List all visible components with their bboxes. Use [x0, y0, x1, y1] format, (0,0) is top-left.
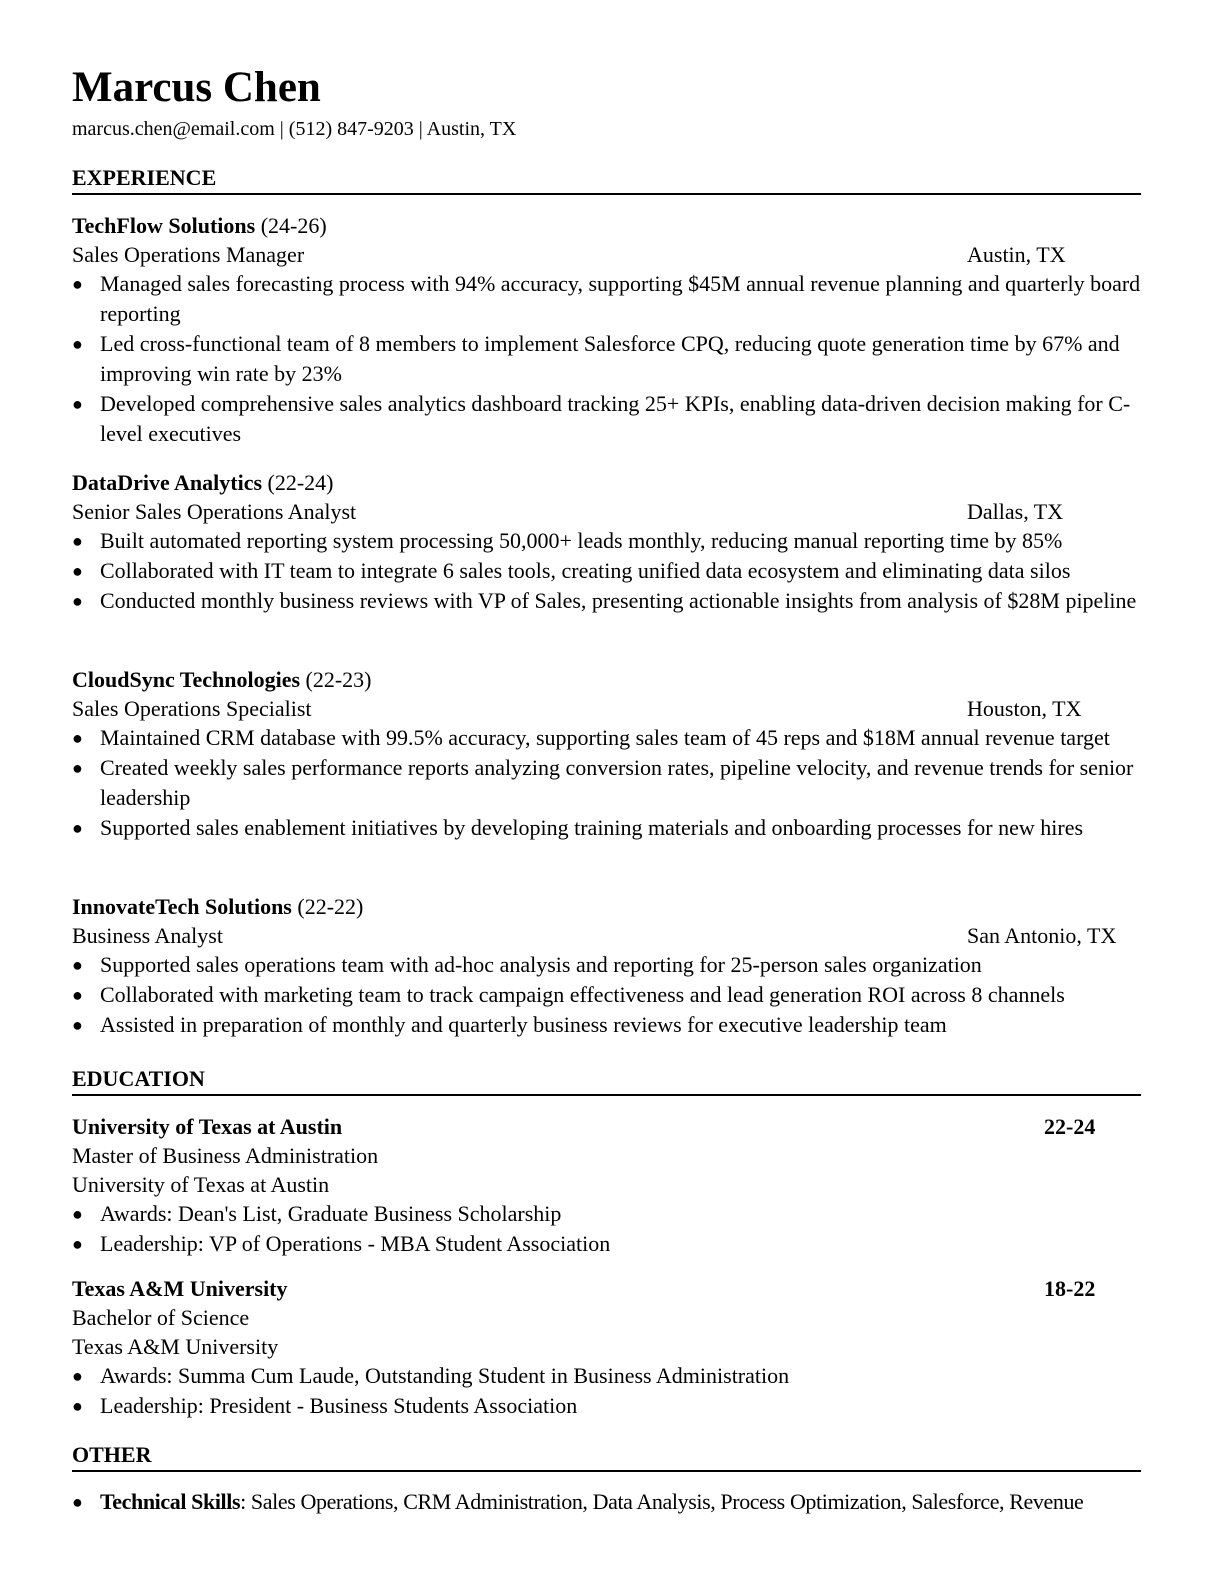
job-bullets — [72, 723, 1141, 843]
company-name: InnovateTech Solutions — [72, 894, 292, 919]
company-name: TechFlow Solutions — [72, 213, 256, 238]
list-item: ● Collaborated with IT team to integrate 6 sales tools, creating unified data ecosystem and eliminating data silos — [72, 556, 1141, 586]
job-header — [72, 211, 1141, 240]
bullet-icon: ● — [72, 1204, 83, 1224]
job-location: San Antonio, TX — [967, 923, 1117, 948]
list-item: ● Conducted monthly business reviews with VP of Sales, presenting actionable insights from analysis of $28M pipeline — [72, 586, 1141, 616]
job-title: Senior Sales Operations Analyst — [72, 499, 357, 524]
school-header — [72, 1274, 1141, 1303]
list-item: ● Supported sales operations team with ad-hoc analysis and reporting for 25-person sales organization — [72, 950, 1141, 980]
list-item: ● Assisted in preparation of monthly and quarterly business reviews for executive leadership team — [72, 1010, 1141, 1040]
job-title: Sales Operations Specialist — [72, 696, 312, 721]
job-dates: (24-26) — [260, 213, 327, 238]
bullet-icon: ● — [72, 818, 83, 838]
list-item: ● Leadership: VP of Operations - MBA Student Association — [72, 1229, 1141, 1259]
education-dates: 18-22 — [1044, 1276, 1096, 1301]
other-bullets — [72, 1487, 1141, 1517]
institution: Texas A&M University — [72, 1334, 279, 1359]
other-heading: OTHER — [72, 1441, 1141, 1472]
education-dates: 22-24 — [1044, 1114, 1096, 1139]
job-location: Houston, TX — [967, 696, 1082, 721]
school-header — [72, 1112, 1141, 1141]
job-bullets — [72, 950, 1141, 1040]
bullet-icon: ● — [72, 334, 83, 354]
bullet-icon: ● — [72, 561, 83, 581]
education-entry — [72, 1274, 1141, 1421]
bullet-icon: ● — [72, 531, 83, 551]
job-entry — [72, 665, 1141, 843]
job-title: Business Analyst — [72, 923, 223, 948]
list-item: ● Managed sales forecasting process with 94% accuracy, supporting $45M annual revenue planning and quarterly board reporting — [72, 271, 1141, 326]
job-bullets — [72, 526, 1141, 616]
bullet-icon: ● — [72, 985, 83, 1005]
job-title: Sales Operations Manager — [72, 242, 305, 267]
degree: Bachelor of Science — [72, 1305, 250, 1330]
job-bullets — [72, 269, 1141, 449]
experience-heading: EXPERIENCE — [72, 164, 1141, 195]
education-bullets — [72, 1361, 1141, 1421]
list-item: ● Collaborated with marketing team to track campaign effectiveness and lead generation ROI across 8 channels — [72, 980, 1141, 1010]
job-entry — [72, 211, 1141, 449]
company-name: CloudSync Technologies — [72, 667, 301, 692]
job-dates: (22-22) — [297, 894, 364, 919]
bullet-icon: ● — [72, 1396, 83, 1416]
list-item: ● Built automated reporting system processing 50,000+ leads monthly, reducing manual reporting time by 85% — [72, 526, 1141, 556]
other-entry — [72, 1487, 1141, 1517]
bullet-icon: ● — [72, 1366, 83, 1386]
bullet-icon: ● — [72, 955, 83, 975]
bullet-icon: ● — [72, 728, 83, 748]
contact-line: marcus.chen@email.com | (512) 847-9203 | Austin, TX — [72, 118, 517, 140]
list-item: ● Supported sales enablement initiatives by developing training materials and onboarding processes for new hires — [72, 813, 1141, 843]
job-header — [72, 665, 1141, 694]
job-dates: (22-24) — [267, 470, 334, 495]
institution: University of Texas at Austin — [72, 1172, 330, 1197]
degree: Master of Business Administration — [72, 1143, 379, 1168]
job-title-row — [72, 694, 1141, 723]
bullet-icon: ● — [72, 591, 83, 611]
education-bullets — [72, 1199, 1141, 1259]
bullet-icon: ● — [72, 1234, 83, 1254]
job-dates: (22-23) — [305, 667, 372, 692]
bullet-icon: ● — [72, 1015, 83, 1035]
job-entry — [72, 892, 1141, 1040]
job-title-row — [72, 497, 1141, 526]
list-item: ● Maintained CRM database with 99.5% accuracy, supporting sales team of 45 reps and $18M annual revenue target — [72, 723, 1141, 753]
job-header — [72, 892, 1141, 921]
list-item: ● Created weekly sales performance reports analyzing conversion rates, pipeline velocity, and revenue trends for senior leadership — [72, 755, 1134, 810]
list-item: ● Awards: Dean's List, Graduate Business Scholarship — [72, 1199, 1141, 1229]
skills-item — [72, 1487, 1141, 1517]
job-entry — [72, 468, 1141, 616]
company-name: DataDrive Analytics — [72, 470, 263, 495]
bullet-icon: ● — [72, 758, 83, 778]
list-item: ● Awards: Summa Cum Laude, Outstanding Student in Business Administration — [72, 1361, 1141, 1391]
job-header — [72, 468, 1141, 497]
school-name: Texas A&M University — [72, 1276, 288, 1301]
bullet-icon: ● — [72, 274, 83, 294]
candidate-name: Marcus Chen — [72, 64, 321, 111]
job-location: Austin, TX — [967, 242, 1066, 267]
job-title-row — [72, 240, 1141, 269]
education-entry — [72, 1112, 1141, 1259]
list-item: ● Leadership: President - Business Students Association — [72, 1391, 1141, 1421]
school-name: University of Texas at Austin — [72, 1114, 343, 1139]
skills-label: Technical Skills — [100, 1489, 241, 1514]
job-location: Dallas, TX — [967, 499, 1064, 524]
job-title-row — [72, 921, 1141, 950]
list-item: ● Led cross-functional team of 8 members to implement Salesforce CPQ, reducing quote generation time by 67% and improving win rate by 23% — [72, 331, 1120, 386]
bullet-icon: ● — [72, 394, 83, 414]
education-heading: EDUCATION — [72, 1065, 1141, 1096]
list-item: ● Developed comprehensive sales analytics dashboard tracking 25+ KPIs, enabling data-driven decision making for C-level executives — [72, 391, 1131, 446]
skills-text: : Sales Operations, CRM Administration, Data Analysis, Process Optimization, Salesforce, Revenue — [240, 1489, 1084, 1514]
bullet-icon: ● — [72, 1492, 83, 1512]
